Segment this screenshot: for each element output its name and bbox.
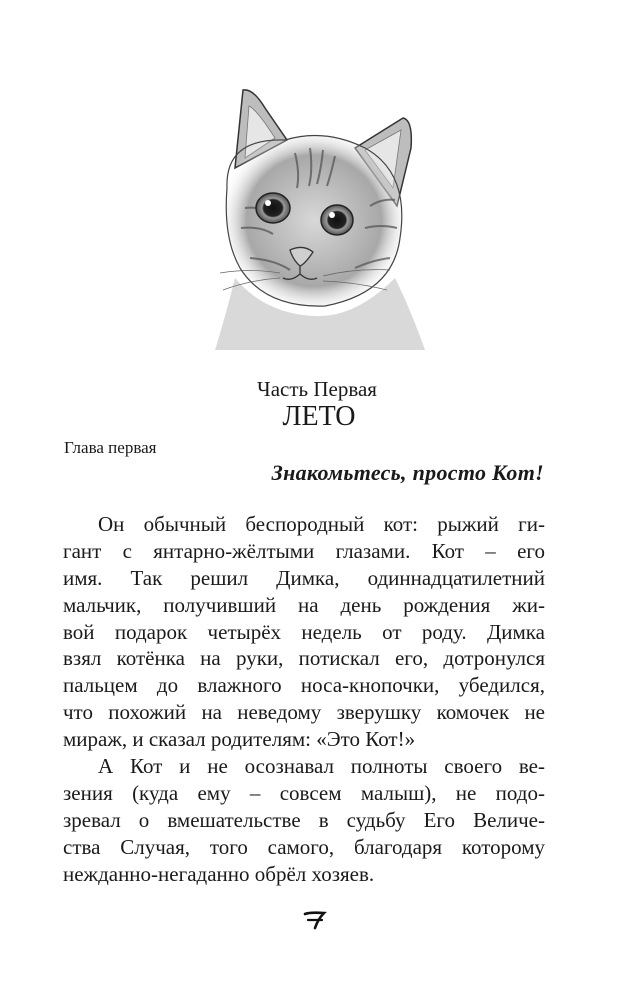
text-line: А Кот и не осознавал полноты своего ве-	[98, 754, 545, 779]
text-line: вой подарок четырёх недель от роду. Димка	[63, 619, 545, 644]
text-line: гант с янтарно-жёлтыми глазами. Кот – его	[63, 538, 545, 563]
kitten-sketch-icon	[205, 78, 435, 350]
text-line: нежданно-негаданно обрёл хозяев.	[63, 861, 375, 886]
text-line: мираж, и сказал родителям: «Это Кот!»	[63, 727, 416, 752]
kitten-illustration	[205, 78, 435, 350]
chapter-label: Глава первая	[64, 438, 157, 457]
text-line: имя. Так решил Димка, одиннадцатилетний	[63, 565, 545, 590]
season-title: ЛЕТО	[282, 401, 356, 432]
body-text	[63, 511, 545, 887]
text-line: ства Случая, того самого, благодаря которому	[63, 834, 545, 859]
text-line: что похожий на неведому зверушку комочек не	[63, 700, 545, 725]
paragraph	[63, 753, 545, 887]
text-line: пальцем до влажного носа-кнопочки, убедился,	[63, 673, 545, 698]
text-line: взял котёнка на руки, потискал его, дотронулся	[63, 646, 545, 671]
page-number-glyph-icon	[302, 908, 328, 930]
text-line: Он обычный беспородный кот: рыжий ги-	[98, 512, 545, 536]
text-line: зения (куда ему – совсем малыш), не подо-	[63, 780, 545, 805]
part-title: Часть Первая	[257, 377, 377, 401]
chapter-title: Знакомьтесь, просто Кот!	[271, 460, 544, 485]
text-line: зревал о вмешательстве в судьбу Его Величе-	[63, 807, 545, 832]
page-number	[0, 908, 630, 935]
text-line: мальчик, получивший на день рождения жи-	[63, 592, 545, 617]
paragraph	[63, 511, 545, 753]
